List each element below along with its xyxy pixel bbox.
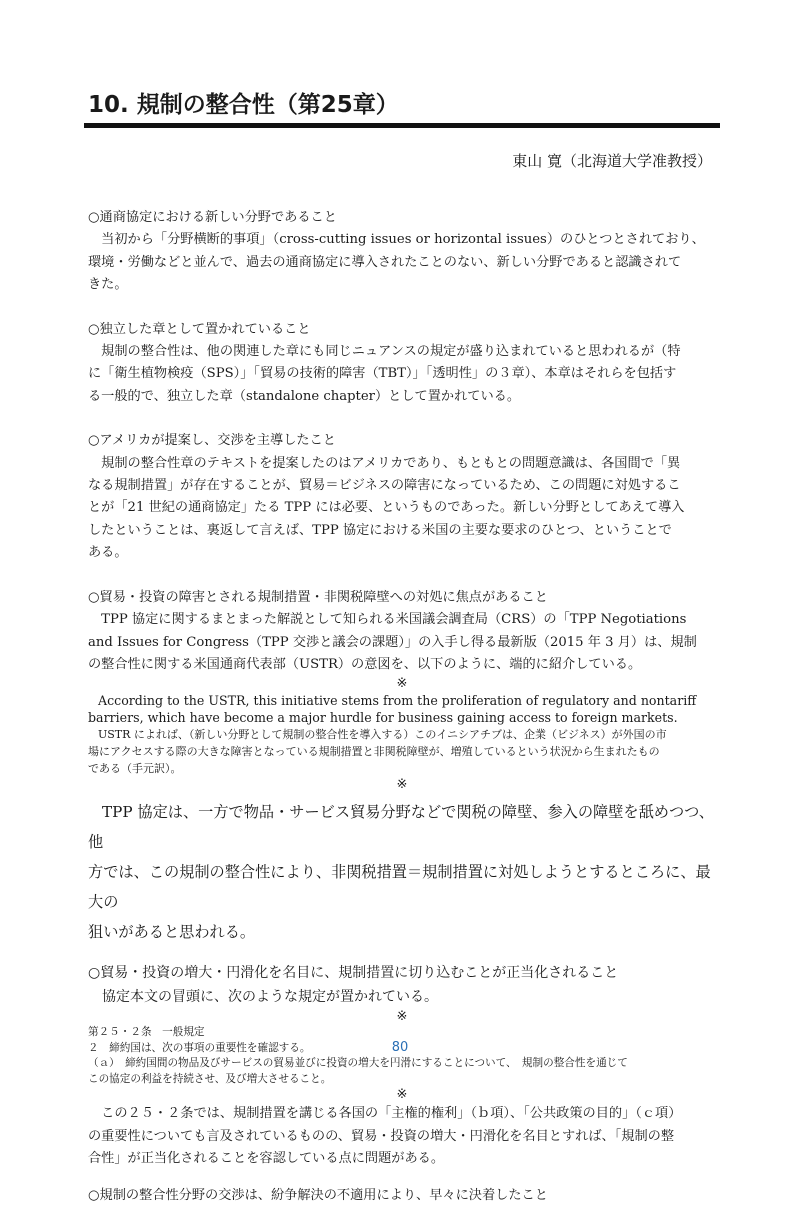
paragraph-line: TPP 協定に関するまとまった解説として知られる米国議会調査局（CRS）の「TPP Negotiations (88, 612, 687, 628)
section-heading: ○独立した章として置かれていること (88, 321, 311, 337)
paragraph-line: に「衛生植物検疫（SPS）」「貿易の技術的障害（TBT）」「透明性」の３章）、本章はそれらを包括す (88, 366, 677, 382)
paragraph-line: 規制の整合性章のテキストを提案したのはアメリカであり、もともとの問題意識は、各国間で「異 (88, 455, 681, 471)
paragraph-line: 当初から「分野横断的事項」（cross-cutting issues or horizontal issues）のひとつとされており、 (88, 232, 705, 248)
article-line: ２ 締約国は、次の事項の重要性を確認する。 (88, 1041, 311, 1054)
paragraph-line: とが「21 世紀の通商協定」たる TPP には必要、というものであった。新しい分野としてあえて導入 (88, 500, 685, 516)
page-number: 80 (391, 1040, 409, 1055)
document-body (88, 207, 716, 1207)
paragraph-line: ある。 (88, 545, 128, 561)
paragraph-line: 協定本文の冒頭に、次のような規定が置かれている。 (102, 989, 438, 1006)
quote-mark: ※ (396, 676, 408, 692)
emphasis-line: TPP 協定は、一方で物品・サービス貿易分野などで関税の障壁、参入の障壁を舐めつつ、他 (88, 803, 714, 852)
quote-japanese-line: 場にアクセスする際の大きな障害となっている規制措置と非関税障壁が、増殖しているという状況から生まれたもの (88, 745, 660, 759)
section-heading: ○貿易・投資の増大・円滑化を名目に、規制措置に切り込むことが正当化されること (88, 965, 619, 982)
paragraph-line: したということは、裏返して言えば、TPP 協定における米国の主要な要求のひとつ、ということで (88, 522, 672, 538)
paragraph-line: 規制の整合性は、他の関連した章にも同じニュアンスの規定が盛り込まれていると思われるが（特 (88, 344, 681, 360)
quote-english-line: barriers, which have become a major hurdle for business gaining access to foreign markets. (88, 710, 678, 726)
quote-mark: ※ (396, 777, 408, 793)
paragraph-line: きた。 (88, 277, 128, 293)
page-title: 10. 規制の整合性（第25章） (88, 92, 399, 118)
quote-mark: ※ (396, 1087, 408, 1103)
section-heading: ○アメリカが提案し、交渉を主導したこと (88, 433, 336, 449)
quote-japanese-line: USTR によれば、（新しい分野として規制の整合性を導入する）このイニシアチブは、企業（ビジネス）が外国の市 (98, 728, 667, 742)
article-line: この協定の利益を持続させ、及び増大させること。 (88, 1072, 332, 1085)
paragraph-line: 環境・労働などと並んで、過去の通商協定に導入されたことのない、新しい分野であると認識されて (88, 254, 682, 270)
author-line: 東山 寛（北海道大学准教授） (512, 152, 712, 170)
section-heading: ○規制の整合性分野の交渉は、紛争解決の不適用により、早々に決着したこと (88, 1187, 548, 1203)
quote-japanese-line: である（手元訳）。 (88, 762, 182, 776)
title-rule (84, 123, 720, 128)
article-line: （ａ） 締約国間の物品及びサービスの貿易並びに投資の増大を円滑にすることについて、 規制の整合性を通じて (88, 1057, 628, 1070)
paragraph-line: 合性」が正当化されることを容認している点に問題がある。 (88, 1151, 445, 1167)
article-line: 第２５・２条 一般規定 (88, 1026, 205, 1039)
quote-english-line: According to the USTR, this initiative stems from the proliferation of regulatory and nontariff (98, 693, 697, 709)
quote-mark: ※ (396, 1009, 408, 1025)
section-heading: ○貿易・投資の障害とされる規制措置・非関税障壁への対処に焦点があること (88, 589, 548, 605)
paragraph-line: and Issues for Congress（TPP 交渉と議会の課題）」の入手し得る最新版（2015 年 3 月）は、規制 (88, 634, 697, 650)
paragraph-line: なる規制措置」が存在することが、貿易＝ビジネスの障害になっているため、この問題に対処するこ (88, 478, 681, 494)
emphasis-line: 方では、この規制の整合性により、非関税措置＝規制措置に対処しようとするところに、最大の (88, 863, 711, 912)
paragraph-line: の重要性についても言及されているものの、貿易・投資の増大・円滑化を名目とすれば、「規制の整 (88, 1128, 675, 1144)
paragraph-line: この２５・２条では、規制措置を講じる各国の「主権的権利」（ｂ項）、「公共政策の目的」（ｃ項） (88, 1106, 682, 1122)
paragraph-line: の整合性に関する米国通商代表部（USTR）の意図を、以下のように、端的に紹介している。 (88, 656, 642, 672)
section-heading: ○通商協定における新しい分野であること (88, 210, 337, 225)
emphasis-line: 狙いがあると思われる。 (88, 923, 256, 942)
paragraph-line: る一般的で、独立した章（standalone chapter）として置かれている。 (88, 388, 521, 404)
